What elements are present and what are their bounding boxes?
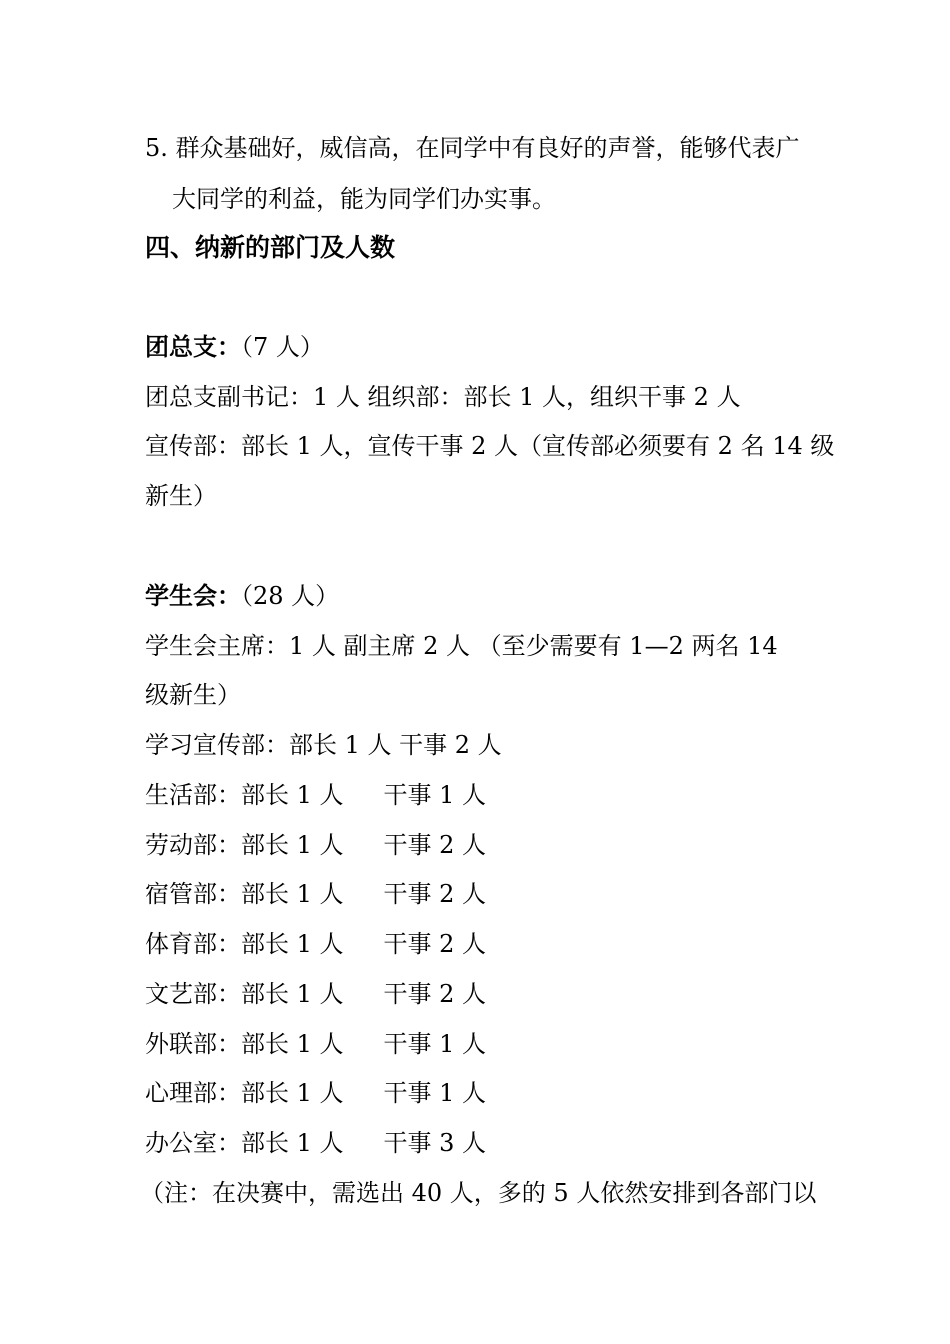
dept-staff: 干事 2 人: [383, 831, 487, 859]
dept-name: 文艺部：部长 1 人: [145, 980, 344, 1008]
dept-staff: 干事 3 人: [383, 1129, 487, 1157]
union-heading-line: [145, 580, 339, 612]
union-line-2: 级新生）: [145, 681, 241, 709]
dept-staff: 干事 2 人: [383, 880, 487, 908]
union-line-1: 学生会主席：1 人 副主席 2 人 （至少需要有 1—2 两名 14: [145, 632, 778, 660]
league-heading-line: [145, 331, 324, 363]
dept-staff: 干事 1 人: [383, 1079, 487, 1107]
dept-staff: 干事 1 人: [383, 781, 487, 809]
league-line-2: 宣传部：部长 1 人，宣传干事 2 人（宣传部必须要有 2 名 14 级: [145, 432, 835, 460]
section-title: 四、纳新的部门及人数: [145, 233, 396, 262]
league-heading: 团总支：: [145, 332, 241, 361]
league-line-1: 团总支副书记：1 人 组织部：部长 1 人，组织干事 2 人: [145, 383, 741, 411]
dept-row: [145, 878, 486, 910]
dept-row: [145, 928, 486, 960]
item-5-line-2: 大同学的利益，能为同学们办实事。: [172, 185, 556, 213]
dept-staff: 干事 2 人: [383, 930, 487, 958]
dept-name: 生活部：部长 1 人: [145, 781, 344, 809]
dept-name: 心理部：部长 1 人: [145, 1079, 344, 1107]
league-line-3: 新生）: [145, 482, 217, 510]
item-5-line-1: 5. 群众基础好，威信高，在同学中有良好的声誉，能够代表广: [145, 134, 800, 162]
dept-name: 外联部：部长 1 人: [145, 1030, 344, 1058]
dept-row: [145, 1028, 486, 1060]
dept-row: [145, 779, 486, 811]
dept-row: [145, 829, 486, 861]
dept-row: [145, 1077, 486, 1109]
note-line: （注：在决赛中，需选出 40 人，多的 5 人依然安排到各部门以: [140, 1179, 817, 1207]
dept-name: 办公室：部长 1 人: [145, 1129, 344, 1157]
dept-name: 体育部：部长 1 人: [145, 930, 344, 958]
dept-staff: 干事 1 人: [383, 1030, 487, 1058]
study-dept-line: 学习宣传部：部长 1 人 干事 2 人: [145, 731, 502, 759]
league-count: （7 人）: [241, 333, 324, 361]
dept-staff: 干事 2 人: [383, 980, 487, 1008]
union-count: （28 人）: [241, 582, 340, 610]
dept-name: 宿管部：部长 1 人: [145, 880, 344, 908]
union-heading: 学生会：: [145, 581, 241, 610]
dept-row: [145, 1127, 486, 1159]
dept-row: [145, 978, 486, 1010]
dept-name: 劳动部：部长 1 人: [145, 831, 344, 859]
